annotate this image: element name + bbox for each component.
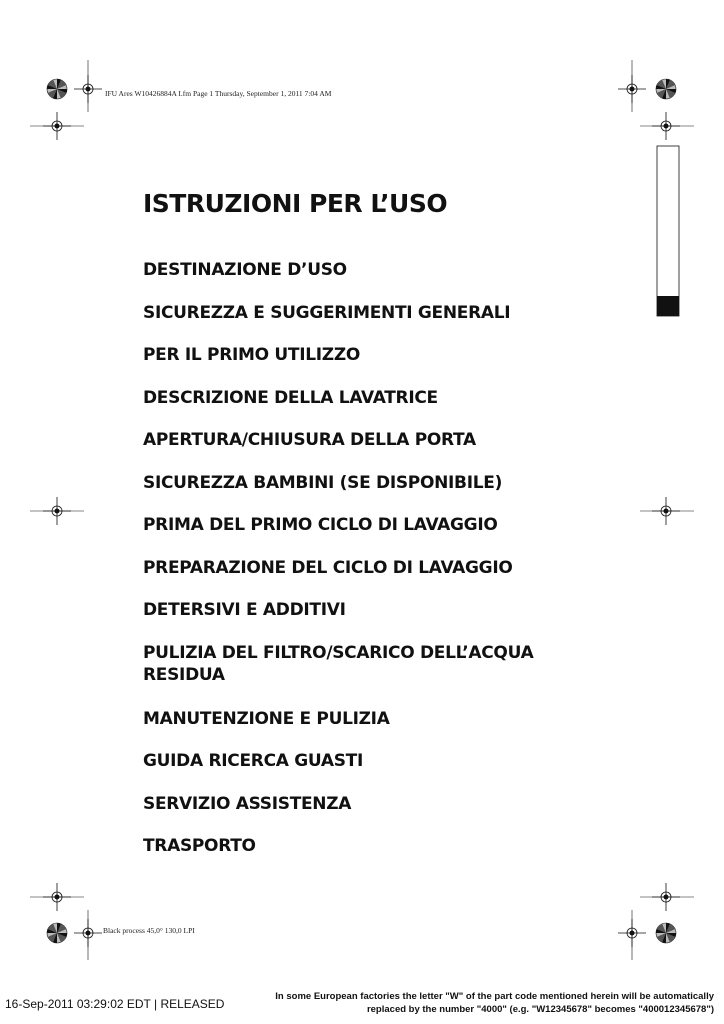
crosshair-mark-mid-right xyxy=(652,497,680,525)
toc-item: DETERSIVI E ADDITIVI xyxy=(143,600,346,620)
crosshair-mark-bottom-left-a xyxy=(43,883,71,911)
starburst-mark-bottom-left xyxy=(47,923,67,943)
side-tab-frame xyxy=(657,146,679,316)
crosshair-mark-mid-left xyxy=(43,497,71,525)
page-title: ISTRUZIONI PER L’USO xyxy=(143,189,448,218)
release-stamp: 16-Sep-2011 03:29:02 EDT | RELEASED xyxy=(5,997,225,1011)
toc-item: TRASPORTO xyxy=(143,836,256,856)
toc-item: PULIZIA DEL FILTRO/SCARICO DELL’ACQUA RESIDUA xyxy=(143,643,534,685)
starburst-mark-top-left xyxy=(47,79,67,99)
toc-item: SICUREZZA E SUGGERIMENTI GENERALI xyxy=(143,303,511,323)
toc-item: SICUREZZA BAMBINI (SE DISPONIBILE) xyxy=(143,473,503,493)
toc-item: DESTINAZIONE D’USO xyxy=(143,260,347,280)
toc-item: PREPARAZIONE DEL CICLO DI LAVAGGIO xyxy=(143,558,513,578)
toc-item: MANUTENZIONE E PULIZIA xyxy=(143,709,390,729)
toc-item: PER IL PRIMO UTILIZZO xyxy=(143,345,361,365)
file-info-header: IFU Ares W10426884A I.fm Page 1 Thursday, September 1, 2011 7:04 AM xyxy=(105,89,332,98)
print-process-info: Black process 45,0° 130,0 LPI xyxy=(103,926,195,935)
crosshair-mark-top-left-a xyxy=(74,75,102,103)
toc-item: GUIDA RICERCA GUASTI xyxy=(143,751,363,771)
crosshair-mark-bottom-right-a xyxy=(652,883,680,911)
toc-item: PRIMA DEL PRIMO CICLO DI LAVAGGIO xyxy=(143,515,498,535)
starburst-mark-bottom-right xyxy=(656,923,676,943)
starburst-mark-top-right xyxy=(656,79,676,99)
toc-item: DESCRIZIONE DELLA LAVATRICE xyxy=(143,388,438,408)
side-tab-fill xyxy=(657,296,679,316)
part-code-notice: In some European factories the letter "W" of the part code mentioned herein will be automatically replaced by the number "4000" (e.g. "W12345678" becomes "400012345678") xyxy=(275,991,714,1015)
crosshair-mark-top-right-b xyxy=(652,112,680,140)
crosshair-mark-top-left-b xyxy=(43,112,71,140)
crosshair-mark-top-right-a xyxy=(618,75,646,103)
toc-item: APERTURA/CHIUSURA DELLA PORTA xyxy=(143,430,476,450)
toc-item: SERVIZIO ASSISTENZA xyxy=(143,794,352,814)
crosshair-mark-bottom-right-b xyxy=(618,919,646,947)
crosshair-mark-bottom-left-b xyxy=(74,919,102,947)
